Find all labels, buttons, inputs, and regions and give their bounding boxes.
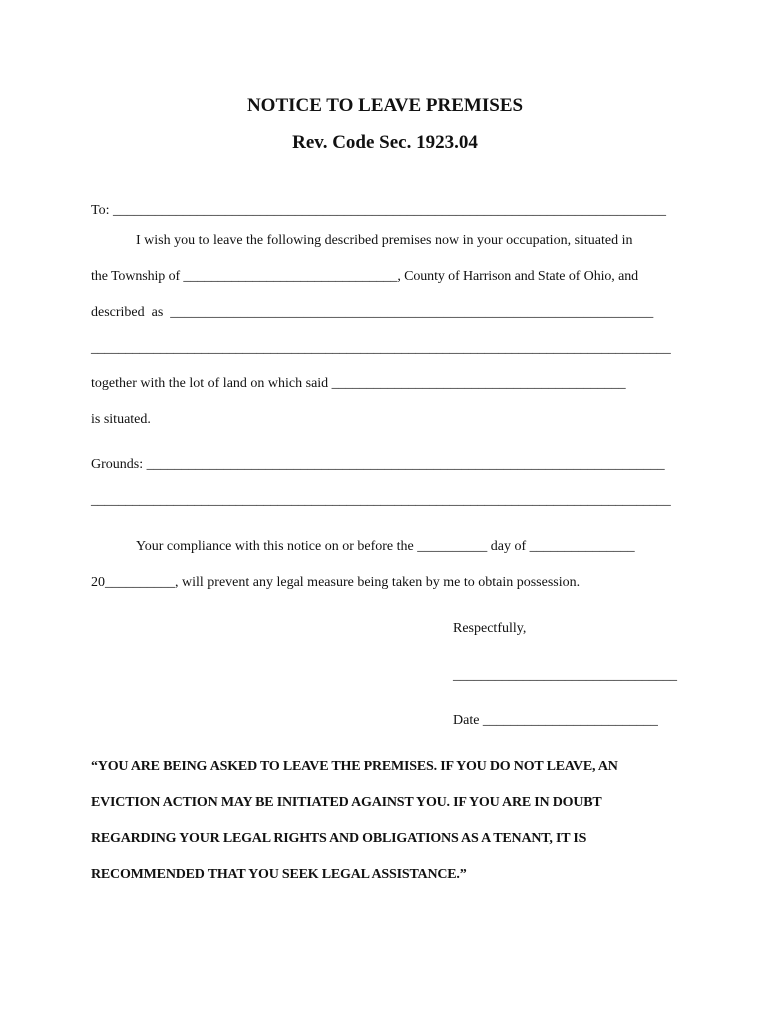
compliance-year-line: 20__________, will prevent any legal measure being taken by me to obtain possession. [91,575,581,590]
document-title: NOTICE TO LEAVE PREMISES [246,95,524,116]
date-line: Date _________________________ [453,713,658,728]
paragraph-line: I wish you to leave the following described premises now in your occupation, situated in [136,233,633,248]
described-as-line: described as _____________________________________________________________________ [91,305,654,320]
signature-line: ________________________________ [453,668,677,683]
to-line: To: _______________________________________________________________________________ [91,203,666,218]
warning-line: EVICTION ACTION MAY BE INITIATED AGAINST YOU. IF YOU ARE IN DOUBT [91,795,602,810]
grounds-line: Grounds: __________________________________________________________________________ [91,457,665,472]
grounds-blank-line: ____________________________________________________________________________________ [91,493,671,508]
warning-line: RECOMMENDED THAT YOU SEEK LEGAL ASSISTANCE.” [91,867,467,882]
blank-line: ____________________________________________________________________________________ [91,341,671,356]
township-line: the Township of _______________________________, County of Harrison and State of Ohio, and [91,269,638,284]
document-subtitle: Rev. Code Sec. 1923.04 [292,132,478,153]
is-situated-text: is situated. [91,412,151,427]
warning-line: “YOU ARE BEING ASKED TO LEAVE THE PREMISES. IF YOU DO NOT LEAVE, AN [91,759,618,774]
compliance-line: Your compliance with this notice on or before the __________ day of _______________ [136,539,635,554]
warning-line: REGARDING YOUR LEGAL RIGHTS AND OBLIGATIONS AS A TENANT, IT IS [91,831,587,846]
lot-of-land-line: together with the lot of land on which said __________________________________________ [91,376,626,391]
closing-text: Respectfully, [453,621,527,636]
